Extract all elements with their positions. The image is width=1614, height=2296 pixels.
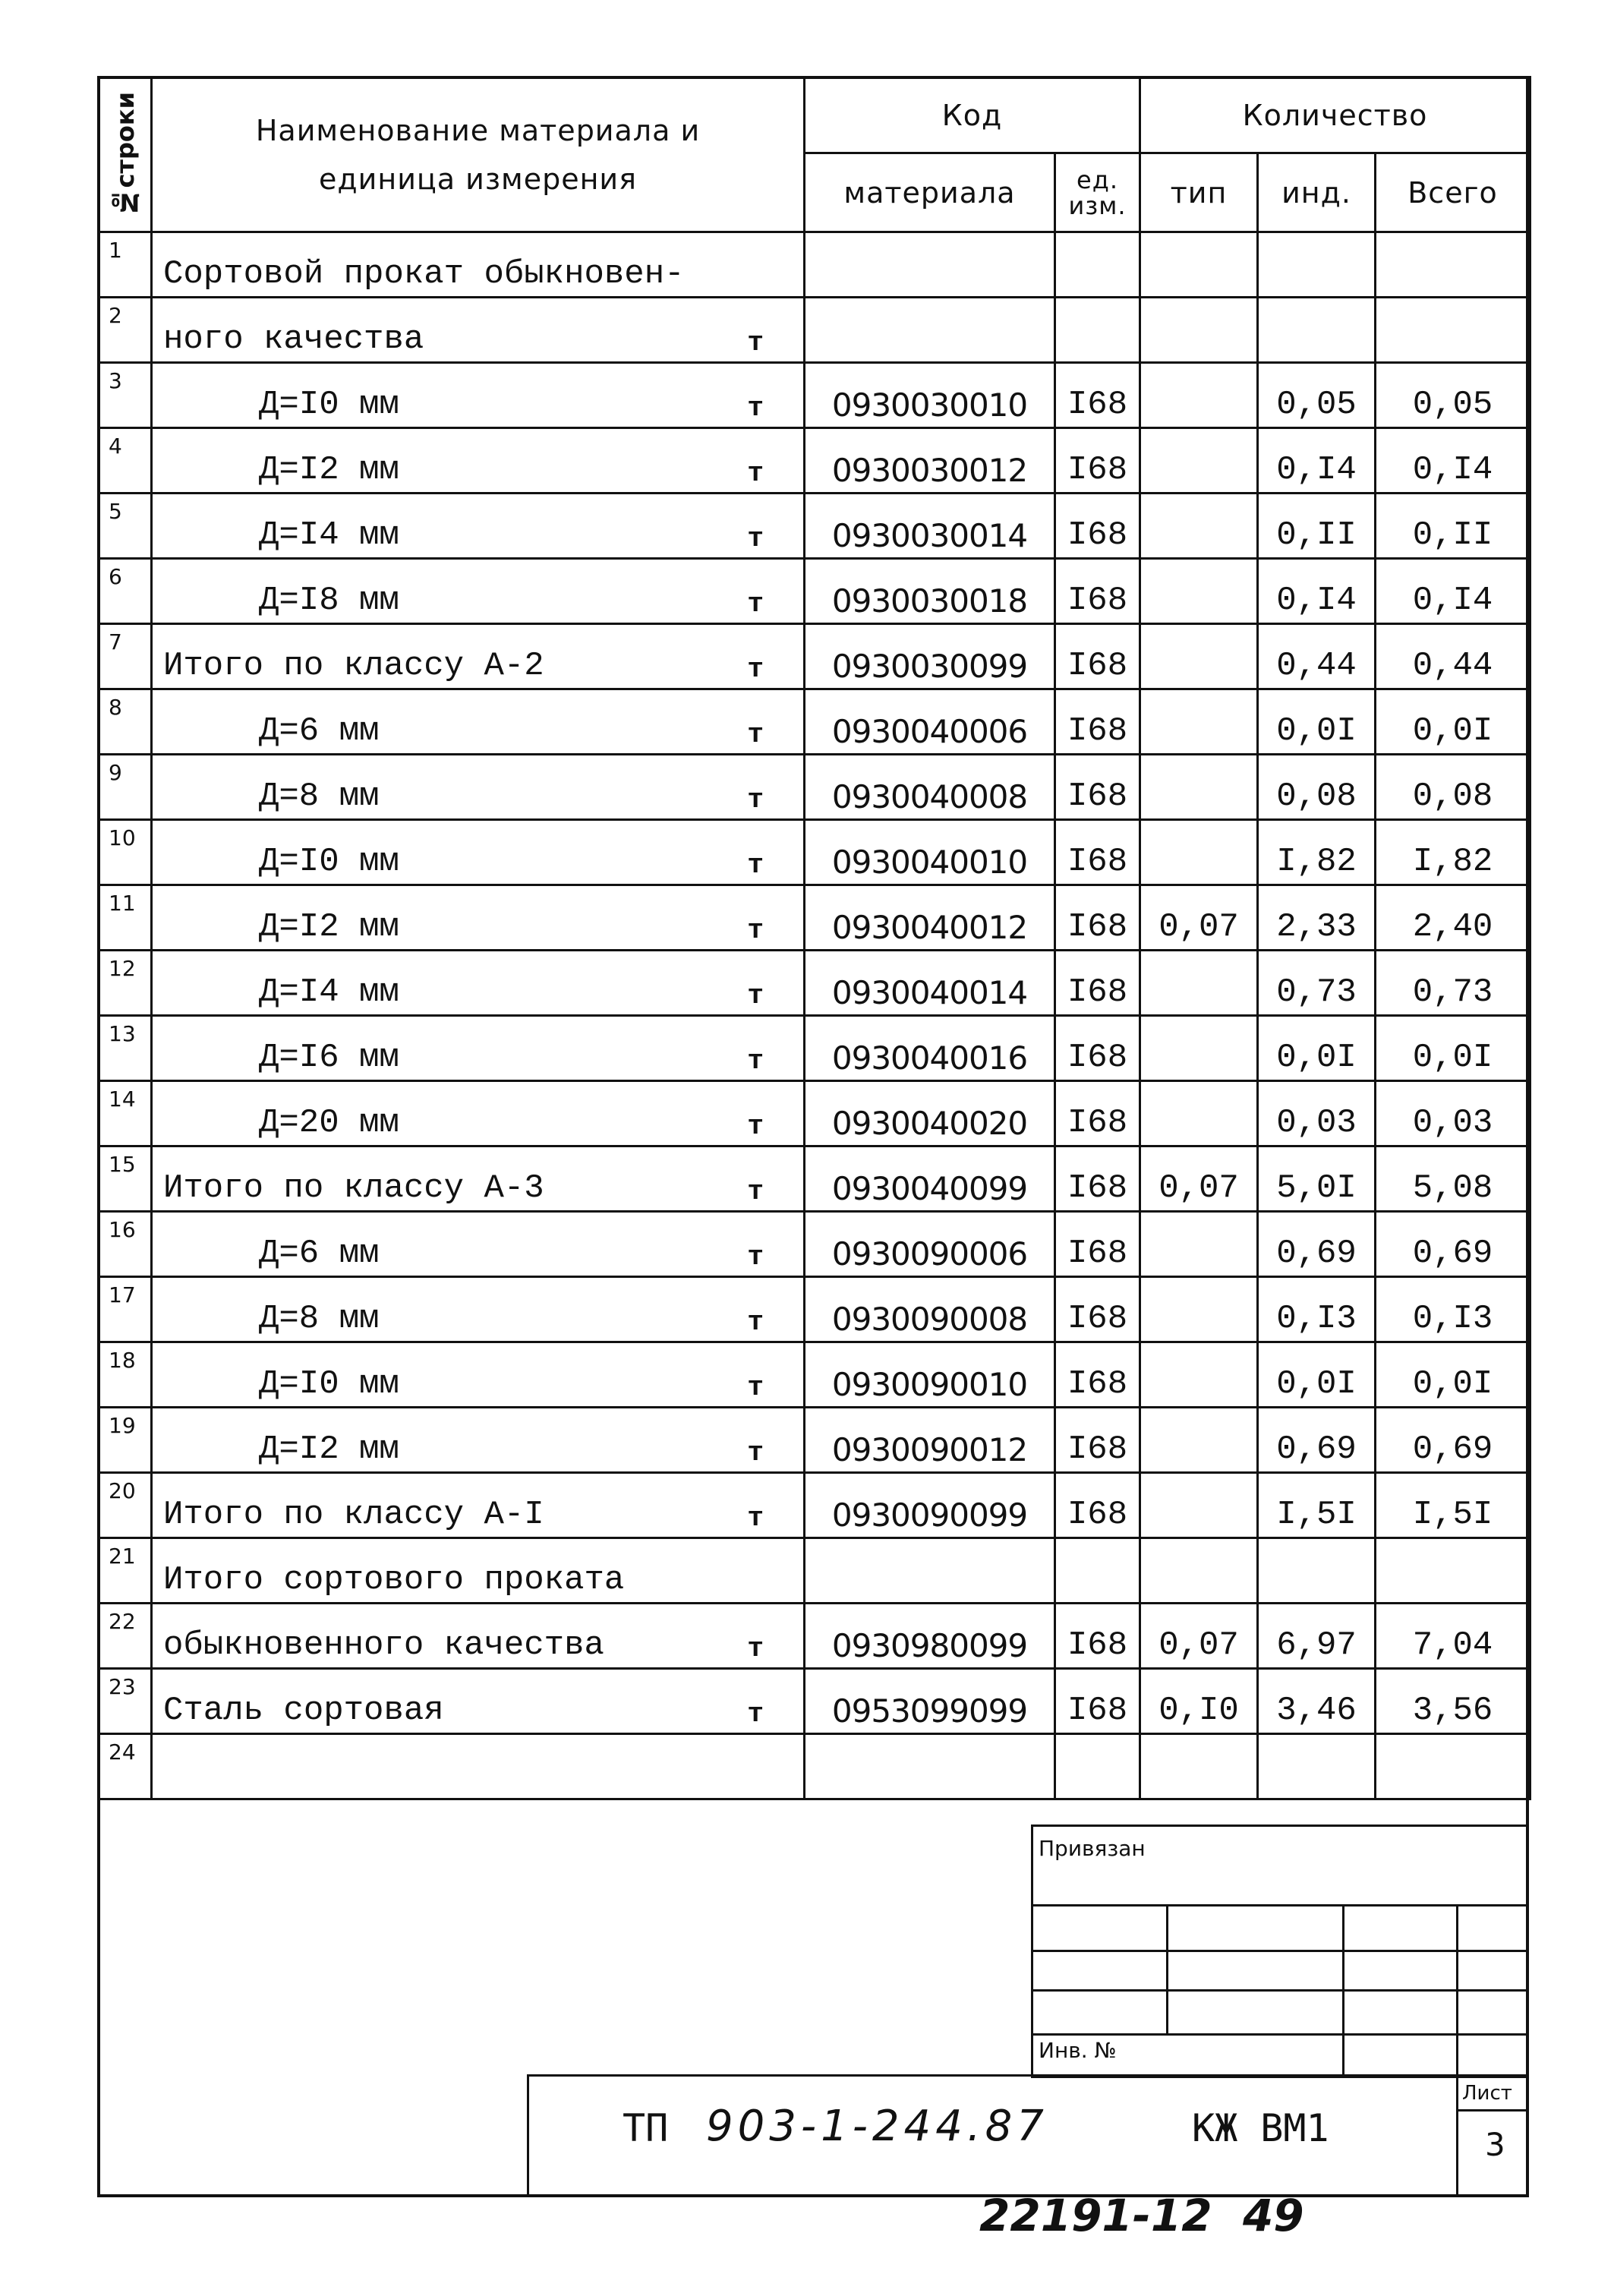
qty-typ: [1140, 1212, 1258, 1277]
qty-typ: [1140, 755, 1258, 820]
material-name-text: Д=20 мм: [259, 1104, 399, 1142]
material-code: 0930040020: [805, 1081, 1055, 1146]
qty-total: 0,69: [1376, 1212, 1530, 1277]
table-row: [99, 624, 1530, 689]
qty-ind: 0,0I: [1258, 1342, 1376, 1408]
table-row: [99, 820, 1530, 885]
material-name-text: Итого по классу А-I: [163, 1496, 544, 1534]
unit-code: I68: [1055, 1016, 1140, 1081]
title-divider: [1456, 2074, 1458, 2197]
table-row: [99, 689, 1530, 755]
material-name-text: Сталь сортовая: [163, 1692, 444, 1730]
material-code: 0930030012: [805, 428, 1055, 494]
table-row: [99, 494, 1530, 559]
unit-letter: т: [747, 1111, 764, 1142]
material-code: 0930040099: [805, 1146, 1055, 1212]
qty-total: [1376, 298, 1530, 363]
qty-ind: 0,I3: [1258, 1277, 1376, 1342]
privyazan-label: Привязан: [1039, 1836, 1146, 1861]
qty-ind: I,5I: [1258, 1473, 1376, 1538]
row-number: 12: [99, 951, 152, 1016]
unit-code: [1055, 1538, 1140, 1604]
material-name: [152, 1146, 805, 1212]
material-code: 0930030010: [805, 363, 1055, 428]
material-name-text: Итого по классу А-2: [163, 647, 544, 685]
qty-typ: [1140, 1277, 1258, 1342]
material-name: [152, 1408, 805, 1473]
unit-letter: т: [747, 1372, 764, 1403]
handwritten-note: 22191-12 49: [979, 2190, 1304, 2241]
row-number: 5: [99, 494, 152, 559]
unit-letter: т: [747, 1633, 764, 1664]
qty-total: 0,I4: [1376, 428, 1530, 494]
qty-typ: [1140, 820, 1258, 885]
col-name: Наименование материала и единица измерения: [152, 77, 805, 232]
qty-ind: [1258, 298, 1376, 363]
material-name-text: Д=I2 мм: [259, 908, 399, 946]
row-number: 2: [99, 298, 152, 363]
material-name-text: Д=I8 мм: [259, 582, 399, 620]
qty-typ: [1140, 1473, 1258, 1538]
qty-total: 0,03: [1376, 1081, 1530, 1146]
material-name: [152, 689, 805, 755]
material-name: [152, 1016, 805, 1081]
qty-ind: 5,0I: [1258, 1146, 1376, 1212]
stamp-line: [1342, 1904, 1344, 2078]
table-row: [99, 1538, 1530, 1604]
material-name-text: Д=I4 мм: [259, 973, 399, 1011]
material-name: [152, 1538, 805, 1604]
qty-total: 5,08: [1376, 1146, 1530, 1212]
col-row-no: №строки: [99, 77, 152, 232]
qty-total: I,5I: [1376, 1473, 1530, 1538]
stamp-line: [1031, 1989, 1529, 1992]
qty-ind: 0,08: [1258, 755, 1376, 820]
qty-total: 7,04: [1376, 1604, 1530, 1669]
qty-typ: [1140, 363, 1258, 428]
row-number: 1: [99, 232, 152, 298]
qty-ind: 0,II: [1258, 494, 1376, 559]
qty-total: 0,I4: [1376, 559, 1530, 624]
material-name: [152, 1669, 805, 1734]
unit-letter: т: [747, 719, 764, 750]
material-name: [152, 1473, 805, 1538]
material-code: 0930090006: [805, 1212, 1055, 1277]
unit-code: I68: [1055, 689, 1140, 755]
material-code: 0930040010: [805, 820, 1055, 885]
title-divider: [1456, 2109, 1529, 2112]
qty-typ: [1140, 1081, 1258, 1146]
unit-code: I68: [1055, 755, 1140, 820]
qty-typ: [1140, 494, 1258, 559]
col-ind: инд.: [1258, 153, 1376, 232]
material-code: 0930040008: [805, 755, 1055, 820]
row-number: 21: [99, 1538, 152, 1604]
stamp-line: [1031, 1950, 1529, 1952]
col-unit: ед. изм.: [1055, 153, 1140, 232]
qty-total: 0,I3: [1376, 1277, 1530, 1342]
col-total: Всего: [1376, 153, 1530, 232]
row-number: 23: [99, 1669, 152, 1734]
row-number: 20: [99, 1473, 152, 1538]
qty-total: 0,05: [1376, 363, 1530, 428]
table-row: [99, 363, 1530, 428]
unit-code: I68: [1055, 1408, 1140, 1473]
material-code: 0930030014: [805, 494, 1055, 559]
qty-typ: [1140, 559, 1258, 624]
doc-title-prefix: ТП: [623, 2106, 669, 2150]
qty-total: 2,40: [1376, 885, 1530, 951]
table-row: [99, 1604, 1530, 1669]
unit-letter: т: [747, 1503, 764, 1534]
row-number: 4: [99, 428, 152, 494]
qty-typ: 0,I0: [1140, 1669, 1258, 1734]
unit-letter: т: [747, 523, 764, 554]
qty-typ: [1140, 1408, 1258, 1473]
qty-total: 0,44: [1376, 624, 1530, 689]
unit-letter: т: [747, 654, 764, 685]
material-code: 0930030018: [805, 559, 1055, 624]
qty-total: 3,56: [1376, 1669, 1530, 1734]
material-code: 0930040014: [805, 951, 1055, 1016]
material-name-text: Д=I6 мм: [259, 1039, 399, 1077]
unit-letter: т: [747, 458, 764, 489]
row-number: 11: [99, 885, 152, 951]
material-code: 0930040006: [805, 689, 1055, 755]
material-name: [152, 298, 805, 363]
material-code: 0930040012: [805, 885, 1055, 951]
table-row: [99, 232, 1530, 298]
col-code: Код: [805, 77, 1140, 153]
qty-ind: 0,0I: [1258, 689, 1376, 755]
unit-letter: т: [747, 327, 764, 358]
unit-code: I68: [1055, 1146, 1140, 1212]
sheet-number: 3: [1485, 2126, 1505, 2163]
unit-code: I68: [1055, 1473, 1140, 1538]
material-name: [152, 755, 805, 820]
material-code: 0953099099: [805, 1669, 1055, 1734]
material-name: [152, 1081, 805, 1146]
material-name-text: Д=6 мм: [259, 712, 380, 750]
unit-letter: т: [747, 1698, 764, 1730]
materials-table: [97, 76, 1531, 1800]
table-row: [99, 559, 1530, 624]
unit-letter: т: [747, 850, 764, 881]
material-code: 0930090010: [805, 1342, 1055, 1408]
unit-code: I68: [1055, 1604, 1140, 1669]
doc-number: 903-1-244.87: [706, 2102, 1048, 2151]
material-code: 0930090012: [805, 1408, 1055, 1473]
material-name-text: Д=I0 мм: [259, 1365, 399, 1403]
material-name-text: Итого по классу А-3: [163, 1169, 544, 1207]
material-name-text: Д=6 мм: [259, 1235, 380, 1273]
qty-typ: [1140, 298, 1258, 363]
material-name: [152, 1604, 805, 1669]
unit-code: I68: [1055, 820, 1140, 885]
qty-typ: 0,07: [1140, 1604, 1258, 1669]
material-name: [152, 428, 805, 494]
unit-letter: т: [747, 784, 764, 815]
table-row: [99, 1277, 1530, 1342]
material-name: [152, 885, 805, 951]
qty-typ: [1140, 951, 1258, 1016]
qty-total: 0,II: [1376, 494, 1530, 559]
material-code: [805, 1734, 1055, 1799]
row-number: 10: [99, 820, 152, 885]
row-number: 19: [99, 1408, 152, 1473]
material-name: [152, 559, 805, 624]
qty-total: [1376, 1538, 1530, 1604]
material-name-text: Д=8 мм: [259, 777, 380, 815]
unit-code: I68: [1055, 1669, 1140, 1734]
material-name-text: обыкновенного качества: [163, 1626, 604, 1664]
qty-ind: 2,33: [1258, 885, 1376, 951]
unit-code: I68: [1055, 1277, 1140, 1342]
qty-typ: [1140, 232, 1258, 298]
qty-total: I,82: [1376, 820, 1530, 885]
unit-code: I68: [1055, 624, 1140, 689]
material-code: [805, 298, 1055, 363]
material-name-text: Д=I0 мм: [259, 386, 399, 424]
qty-ind: 0,0I: [1258, 1016, 1376, 1081]
qty-total: 0,69: [1376, 1408, 1530, 1473]
qty-ind: 3,46: [1258, 1669, 1376, 1734]
unit-letter: т: [747, 915, 764, 946]
stamp-line: [1456, 1904, 1458, 2078]
row-number: 18: [99, 1342, 152, 1408]
row-number: 24: [99, 1734, 152, 1799]
qty-typ: 0,07: [1140, 885, 1258, 951]
row-number: 14: [99, 1081, 152, 1146]
material-name-text: Д=I0 мм: [259, 843, 399, 881]
material-code: 0930040016: [805, 1016, 1055, 1081]
unit-letter: т: [747, 1176, 764, 1207]
stamp-line: [1031, 1904, 1529, 1906]
material-name-text: Д=I4 мм: [259, 516, 399, 554]
qty-ind: 0,69: [1258, 1408, 1376, 1473]
material-name: [152, 363, 805, 428]
unit-letter: т: [747, 1307, 764, 1338]
qty-typ: [1140, 1538, 1258, 1604]
material-name-text: Д=I2 мм: [259, 451, 399, 489]
unit-letter: т: [747, 588, 764, 620]
qty-typ: [1140, 1734, 1258, 1799]
unit-letter: т: [747, 1046, 764, 1077]
unit-code: I68: [1055, 559, 1140, 624]
qty-typ: [1140, 1342, 1258, 1408]
qty-typ: 0,07: [1140, 1146, 1258, 1212]
unit-code: I68: [1055, 1212, 1140, 1277]
unit-code: [1055, 232, 1140, 298]
material-name-text: Итого сортового проката: [163, 1561, 625, 1599]
table-row: [99, 755, 1530, 820]
qty-ind: 0,I4: [1258, 559, 1376, 624]
qty-typ: [1140, 428, 1258, 494]
unit-code: I68: [1055, 428, 1140, 494]
row-number: 17: [99, 1277, 152, 1342]
unit-code: [1055, 1734, 1140, 1799]
qty-total: 0,08: [1376, 755, 1530, 820]
table-row: [99, 1734, 1530, 1799]
unit-letter: т: [747, 1241, 764, 1273]
unit-code: I68: [1055, 1342, 1140, 1408]
table-row: [99, 1408, 1530, 1473]
table-row: [99, 428, 1530, 494]
qty-ind: 0,44: [1258, 624, 1376, 689]
material-name-text: Д=8 мм: [259, 1300, 380, 1338]
row-number: 8: [99, 689, 152, 755]
unit-letter: т: [747, 980, 764, 1011]
qty-total: 0,73: [1376, 951, 1530, 1016]
table-row: [99, 1146, 1530, 1212]
row-number: 15: [99, 1146, 152, 1212]
material-name: [152, 624, 805, 689]
col-material-code: материала: [805, 153, 1055, 232]
table-row: [99, 298, 1530, 363]
material-code: 0930030099: [805, 624, 1055, 689]
unit-code: I68: [1055, 494, 1140, 559]
row-number: 6: [99, 559, 152, 624]
row-number: 13: [99, 1016, 152, 1081]
row-number: 3: [99, 363, 152, 428]
unit-code: I68: [1055, 363, 1140, 428]
col-typ: тип: [1140, 153, 1258, 232]
qty-total: [1376, 1734, 1530, 1799]
material-name: [152, 1734, 805, 1799]
qty-typ: [1140, 624, 1258, 689]
table-row: [99, 885, 1530, 951]
material-code: [805, 1538, 1055, 1604]
material-name: [152, 494, 805, 559]
qty-ind: [1258, 1538, 1376, 1604]
material-name-text: Сортовой прокат обыкновен-: [163, 255, 685, 293]
stamp-line: [1166, 1904, 1168, 2033]
qty-ind: 0,I4: [1258, 428, 1376, 494]
table-row: [99, 1016, 1530, 1081]
material-name: [152, 1212, 805, 1277]
row-number: 7: [99, 624, 152, 689]
material-name: [152, 820, 805, 885]
unit-code: I68: [1055, 885, 1140, 951]
material-name: [152, 232, 805, 298]
qty-ind: [1258, 1734, 1376, 1799]
material-name: [152, 951, 805, 1016]
doc-mark: КЖ ВМ1: [1192, 2106, 1329, 2150]
unit-code: I68: [1055, 1081, 1140, 1146]
material-code: 0930980099: [805, 1604, 1055, 1669]
qty-total: 0,0I: [1376, 1016, 1530, 1081]
qty-typ: [1140, 1016, 1258, 1081]
unit-letter: т: [747, 393, 764, 424]
row-number: 22: [99, 1604, 152, 1669]
row-number: 9: [99, 755, 152, 820]
inv-no-label: Инв. №: [1039, 2038, 1117, 2063]
qty-ind: I,82: [1258, 820, 1376, 885]
table-row: [99, 1473, 1530, 1538]
qty-total: [1376, 232, 1530, 298]
unit-code: I68: [1055, 951, 1140, 1016]
qty-ind: 0,05: [1258, 363, 1376, 428]
qty-ind: 6,97: [1258, 1604, 1376, 1669]
sheet-label: Лист: [1462, 2082, 1512, 2105]
unit-code: [1055, 298, 1140, 363]
qty-total: 0,0I: [1376, 689, 1530, 755]
material-code: 0930090008: [805, 1277, 1055, 1342]
material-code: [805, 232, 1055, 298]
stamp-line: [1031, 2033, 1529, 2036]
row-number: 16: [99, 1212, 152, 1277]
qty-ind: 0,73: [1258, 951, 1376, 1016]
qty-typ: [1140, 689, 1258, 755]
table-row: [99, 1669, 1530, 1734]
qty-total: 0,0I: [1376, 1342, 1530, 1408]
material-name-text: ного качества: [163, 320, 424, 358]
col-quantity: Количество: [1140, 77, 1530, 153]
material-name: [152, 1277, 805, 1342]
material-code: 0930090099: [805, 1473, 1055, 1538]
unit-letter: т: [747, 1437, 764, 1468]
table-body: [99, 232, 1530, 1799]
table-row: [99, 1212, 1530, 1277]
material-name-text: Д=I2 мм: [259, 1430, 399, 1468]
table-row: [99, 951, 1530, 1016]
qty-ind: 0,03: [1258, 1081, 1376, 1146]
material-name: [152, 1342, 805, 1408]
qty-ind: 0,69: [1258, 1212, 1376, 1277]
table-row: [99, 1342, 1530, 1408]
qty-ind: [1258, 232, 1376, 298]
table-row: [99, 1081, 1530, 1146]
